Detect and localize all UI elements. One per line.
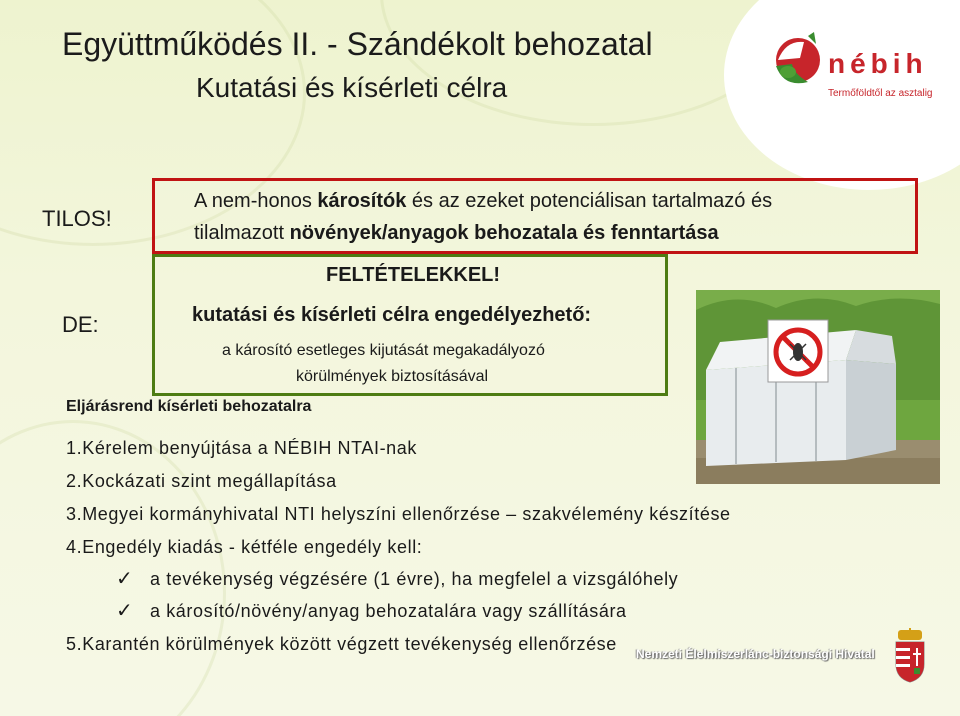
procedure-step-5: 5.Karantén körülmények között végzett tevékenység ellenőrzése (66, 634, 617, 654)
procedure-step-2: 2.Kockázati szint megállapítása (66, 471, 337, 491)
permit-detail-line1: a károsító esetleges kijutását megakadályozó (222, 342, 545, 359)
conditions-heading: FELTÉTELEKKEL! (326, 264, 501, 286)
check-icon: ✓ (116, 568, 133, 590)
tilos-statement-line2: tilalmazott növények/anyagok behozatala és fenntartása (194, 222, 719, 244)
procedure-step-3: 3.Megyei kormányhivatal NTI helyszíni ellenőrzése – szakvélemény készítése (66, 504, 731, 524)
tilos-statement-line1: A nem-honos károsítók és az ezeket potenciálisan tartalmazó és (194, 190, 773, 212)
background-swirl (0, 420, 226, 716)
nebih-emblem-icon (764, 30, 828, 94)
greenhouse-photo (696, 290, 940, 484)
logo-name: nébih (828, 48, 928, 79)
check-icon: ✓ (116, 600, 133, 622)
permit-item-1: a tevékenység végzésére (1 évre), ha megfelel a vizsgálóhely (150, 569, 679, 589)
procedure-heading: Eljárásrend kísérleti behozatalra (66, 398, 312, 415)
agency-name: Nemzeti Élelmiszerlánc-biztonsági Hivatal (636, 647, 875, 661)
permit-detail-line2: körülmények biztosításával (296, 368, 489, 385)
de-label: DE: (62, 312, 99, 337)
slide-title: Együttműködés II. - Szándékolt behozatal (62, 26, 653, 62)
nebih-logo (724, 0, 960, 176)
logo-tagline: Termőföldtől az asztalig (828, 88, 933, 99)
procedure-step-4: 4.Engedély kiadás - kétféle engedély kell: (66, 537, 423, 557)
hungarian-crest-icon (892, 628, 928, 684)
permit-statement: kutatási és kísérleti célra engedélyezhető: (192, 304, 592, 326)
permit-item-2: a károsító/növény/anyag behozatalára vagy szállítására (150, 601, 627, 621)
slide-subtitle: Kutatási és kísérleti célra (196, 72, 508, 103)
procedure-step-1: 1.Kérelem benyújtása a NÉBIH NTAI-nak (66, 438, 418, 458)
tilos-label: TILOS! (42, 206, 112, 231)
